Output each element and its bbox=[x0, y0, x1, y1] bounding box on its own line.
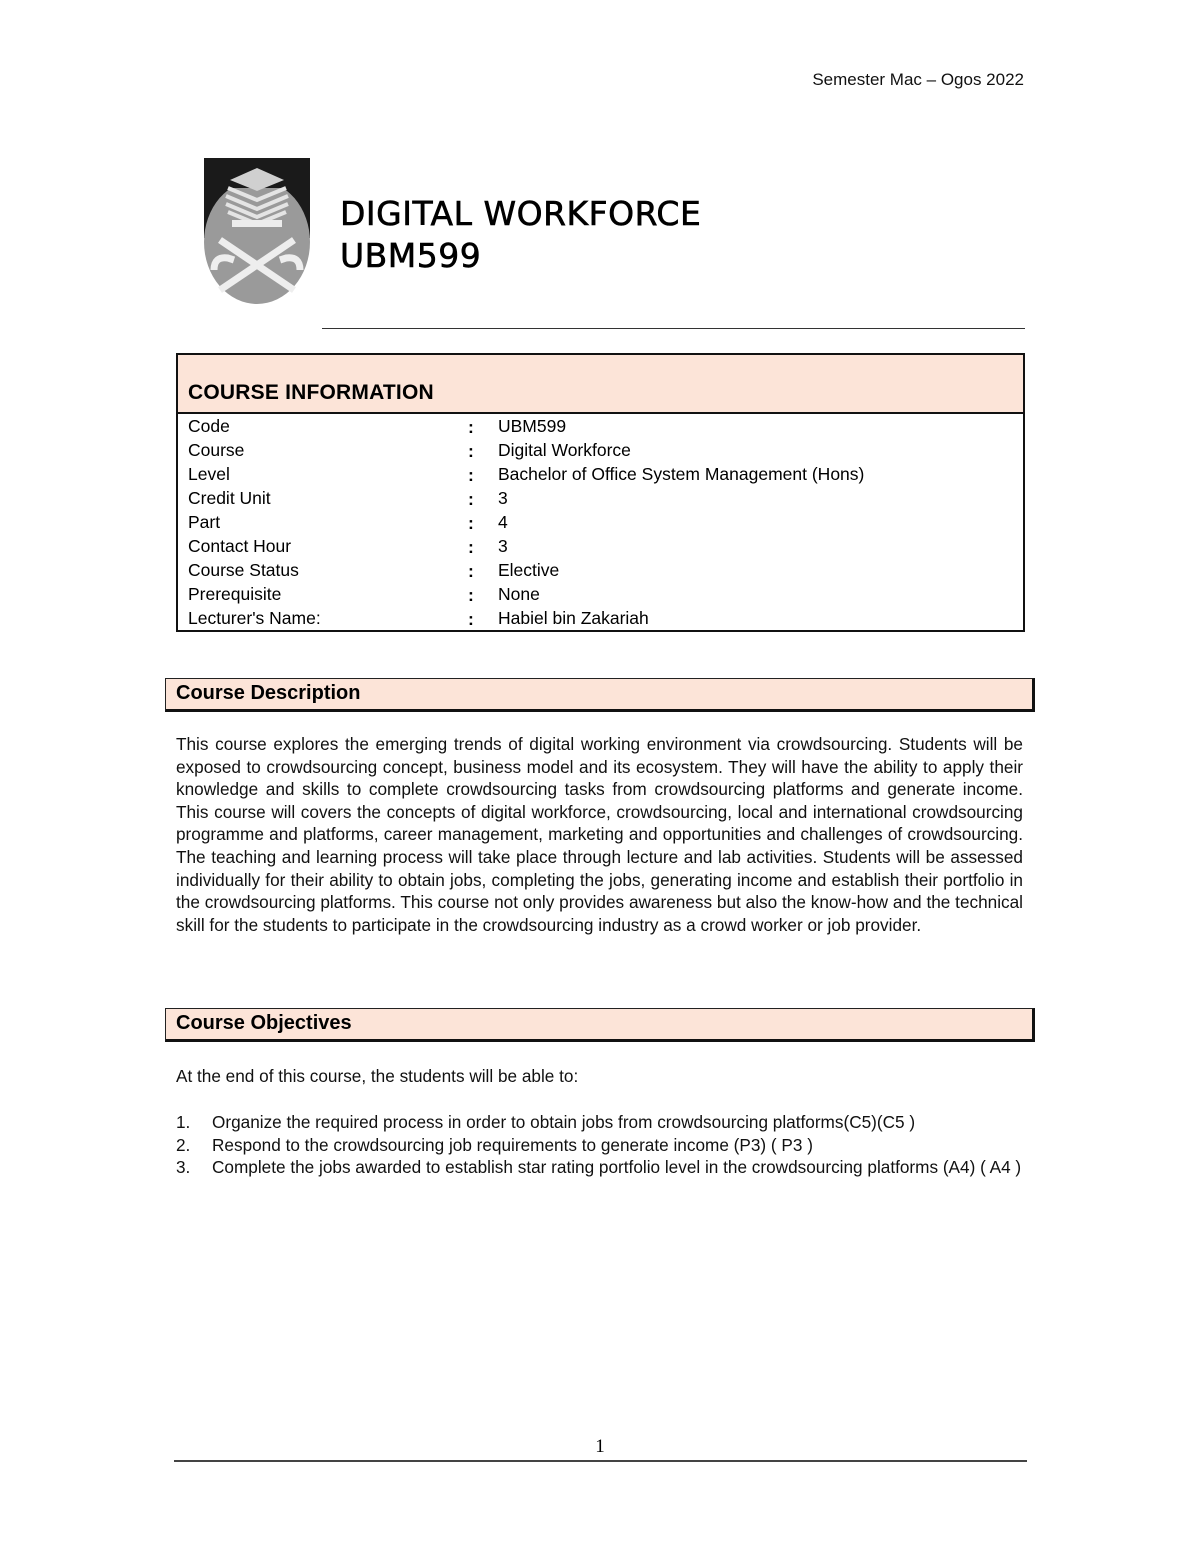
semester-header: Semester Mac – Ogos 2022 bbox=[812, 70, 1024, 89]
info-value: Habiel bin Zakariah bbox=[498, 608, 649, 628]
info-value: 3 bbox=[498, 488, 508, 508]
course-information-table bbox=[176, 353, 1025, 632]
info-row-prerequisite bbox=[178, 583, 1023, 607]
objective-item bbox=[176, 1111, 1026, 1134]
course-information-header bbox=[178, 355, 1023, 414]
objective-number: 1. bbox=[176, 1112, 191, 1132]
objective-item bbox=[176, 1156, 1026, 1179]
info-row-contact-hour bbox=[178, 535, 1023, 559]
course-description-heading: Course Description bbox=[176, 682, 361, 704]
info-row-lecturer bbox=[178, 607, 1023, 631]
course-description-header bbox=[165, 678, 1035, 712]
info-separator: : bbox=[468, 417, 474, 437]
info-value: Digital Workforce bbox=[498, 440, 631, 460]
course-objectives-heading: Course Objectives bbox=[176, 1012, 352, 1034]
info-separator: : bbox=[468, 441, 474, 461]
objective-number: 2. bbox=[176, 1134, 191, 1155]
info-row-code bbox=[178, 415, 1023, 439]
info-separator: : bbox=[468, 609, 474, 629]
objectives-list bbox=[176, 1111, 1026, 1179]
info-label: Course Status bbox=[188, 560, 299, 580]
info-row-credit-unit bbox=[178, 487, 1023, 511]
course-title: DIGITAL WORKFORCE bbox=[340, 194, 702, 233]
info-row-part bbox=[178, 511, 1023, 535]
objective-number: 3. bbox=[176, 1157, 191, 1178]
info-label: Lecturer's Name: bbox=[188, 608, 321, 628]
info-row-course-status bbox=[178, 559, 1023, 583]
info-label: Credit Unit bbox=[188, 488, 271, 508]
info-value: UBM599 bbox=[498, 416, 567, 436]
objective-text: Complete the jobs awarded to establish star rating portfolio level in the crowdsourcing platforms (A4) ( A4 ) bbox=[212, 1157, 1022, 1178]
info-label: Course bbox=[188, 440, 245, 460]
info-label: Contact Hour bbox=[188, 536, 292, 556]
info-value: 4 bbox=[498, 512, 508, 532]
objective-text: Organize the required process in order to obtain jobs from crowdsourcing platforms(C5)(C5 ) bbox=[212, 1112, 916, 1132]
objectives-intro: At the end of this course, the students will be able to: bbox=[176, 1066, 579, 1086]
title-divider bbox=[322, 328, 1025, 329]
footer-divider bbox=[174, 1460, 1027, 1462]
course-code-title: UBM599 bbox=[340, 236, 482, 275]
course-information-heading: COURSE INFORMATION bbox=[188, 381, 434, 404]
info-separator: : bbox=[468, 561, 474, 581]
info-value: None bbox=[498, 584, 540, 604]
info-label: Prerequisite bbox=[188, 584, 282, 604]
info-value: Bachelor of Office System Management (Hons) bbox=[498, 464, 865, 484]
info-separator: : bbox=[468, 513, 474, 533]
info-row-level bbox=[178, 463, 1023, 487]
info-label: Code bbox=[188, 416, 230, 436]
info-separator: : bbox=[468, 537, 474, 557]
info-value: Elective bbox=[498, 560, 560, 580]
info-value: 3 bbox=[498, 536, 508, 556]
document-title bbox=[340, 193, 701, 277]
objective-text: Respond to the crowdsourcing job requirements to generate income (P3) ( P3 ) bbox=[212, 1134, 813, 1155]
course-description-text: This course explores the emerging trends of digital working environment via crowdsourcing. Students will be exposed to crowdsourcing concept, business model and its ecosystem. They will have the ability to apply their knowledge and skills to complete crowdsourcing tasks from crowdsourcing platforms and generate income. This course will covers the concepts of digital workforce, crowdsourcing, local and international crowdsourcing programme and platforms, career management, marketing and opportunities and challenges of crowdsourcing. The teaching and learning process will take place through lecture and lab activities. Students will be assessed individually for their ability to obtain jobs, completing the jobs, generating income and establish their portfolio in the crowdsourcing platforms. This course not only provides awareness but also the know-how and the technical skill for the students to participate in the crowdsourcing industry as a crowd worker or job provider. bbox=[176, 734, 1023, 935]
course-objectives-header bbox=[165, 1008, 1035, 1042]
objective-item bbox=[176, 1134, 1026, 1157]
info-separator: : bbox=[468, 585, 474, 605]
info-row-course bbox=[178, 439, 1023, 463]
university-crest-icon bbox=[204, 158, 310, 304]
page-number: 1 bbox=[595, 1436, 605, 1457]
info-separator: : bbox=[468, 465, 474, 485]
info-label: Part bbox=[188, 512, 221, 532]
info-label: Level bbox=[188, 464, 230, 484]
info-separator: : bbox=[468, 489, 474, 509]
